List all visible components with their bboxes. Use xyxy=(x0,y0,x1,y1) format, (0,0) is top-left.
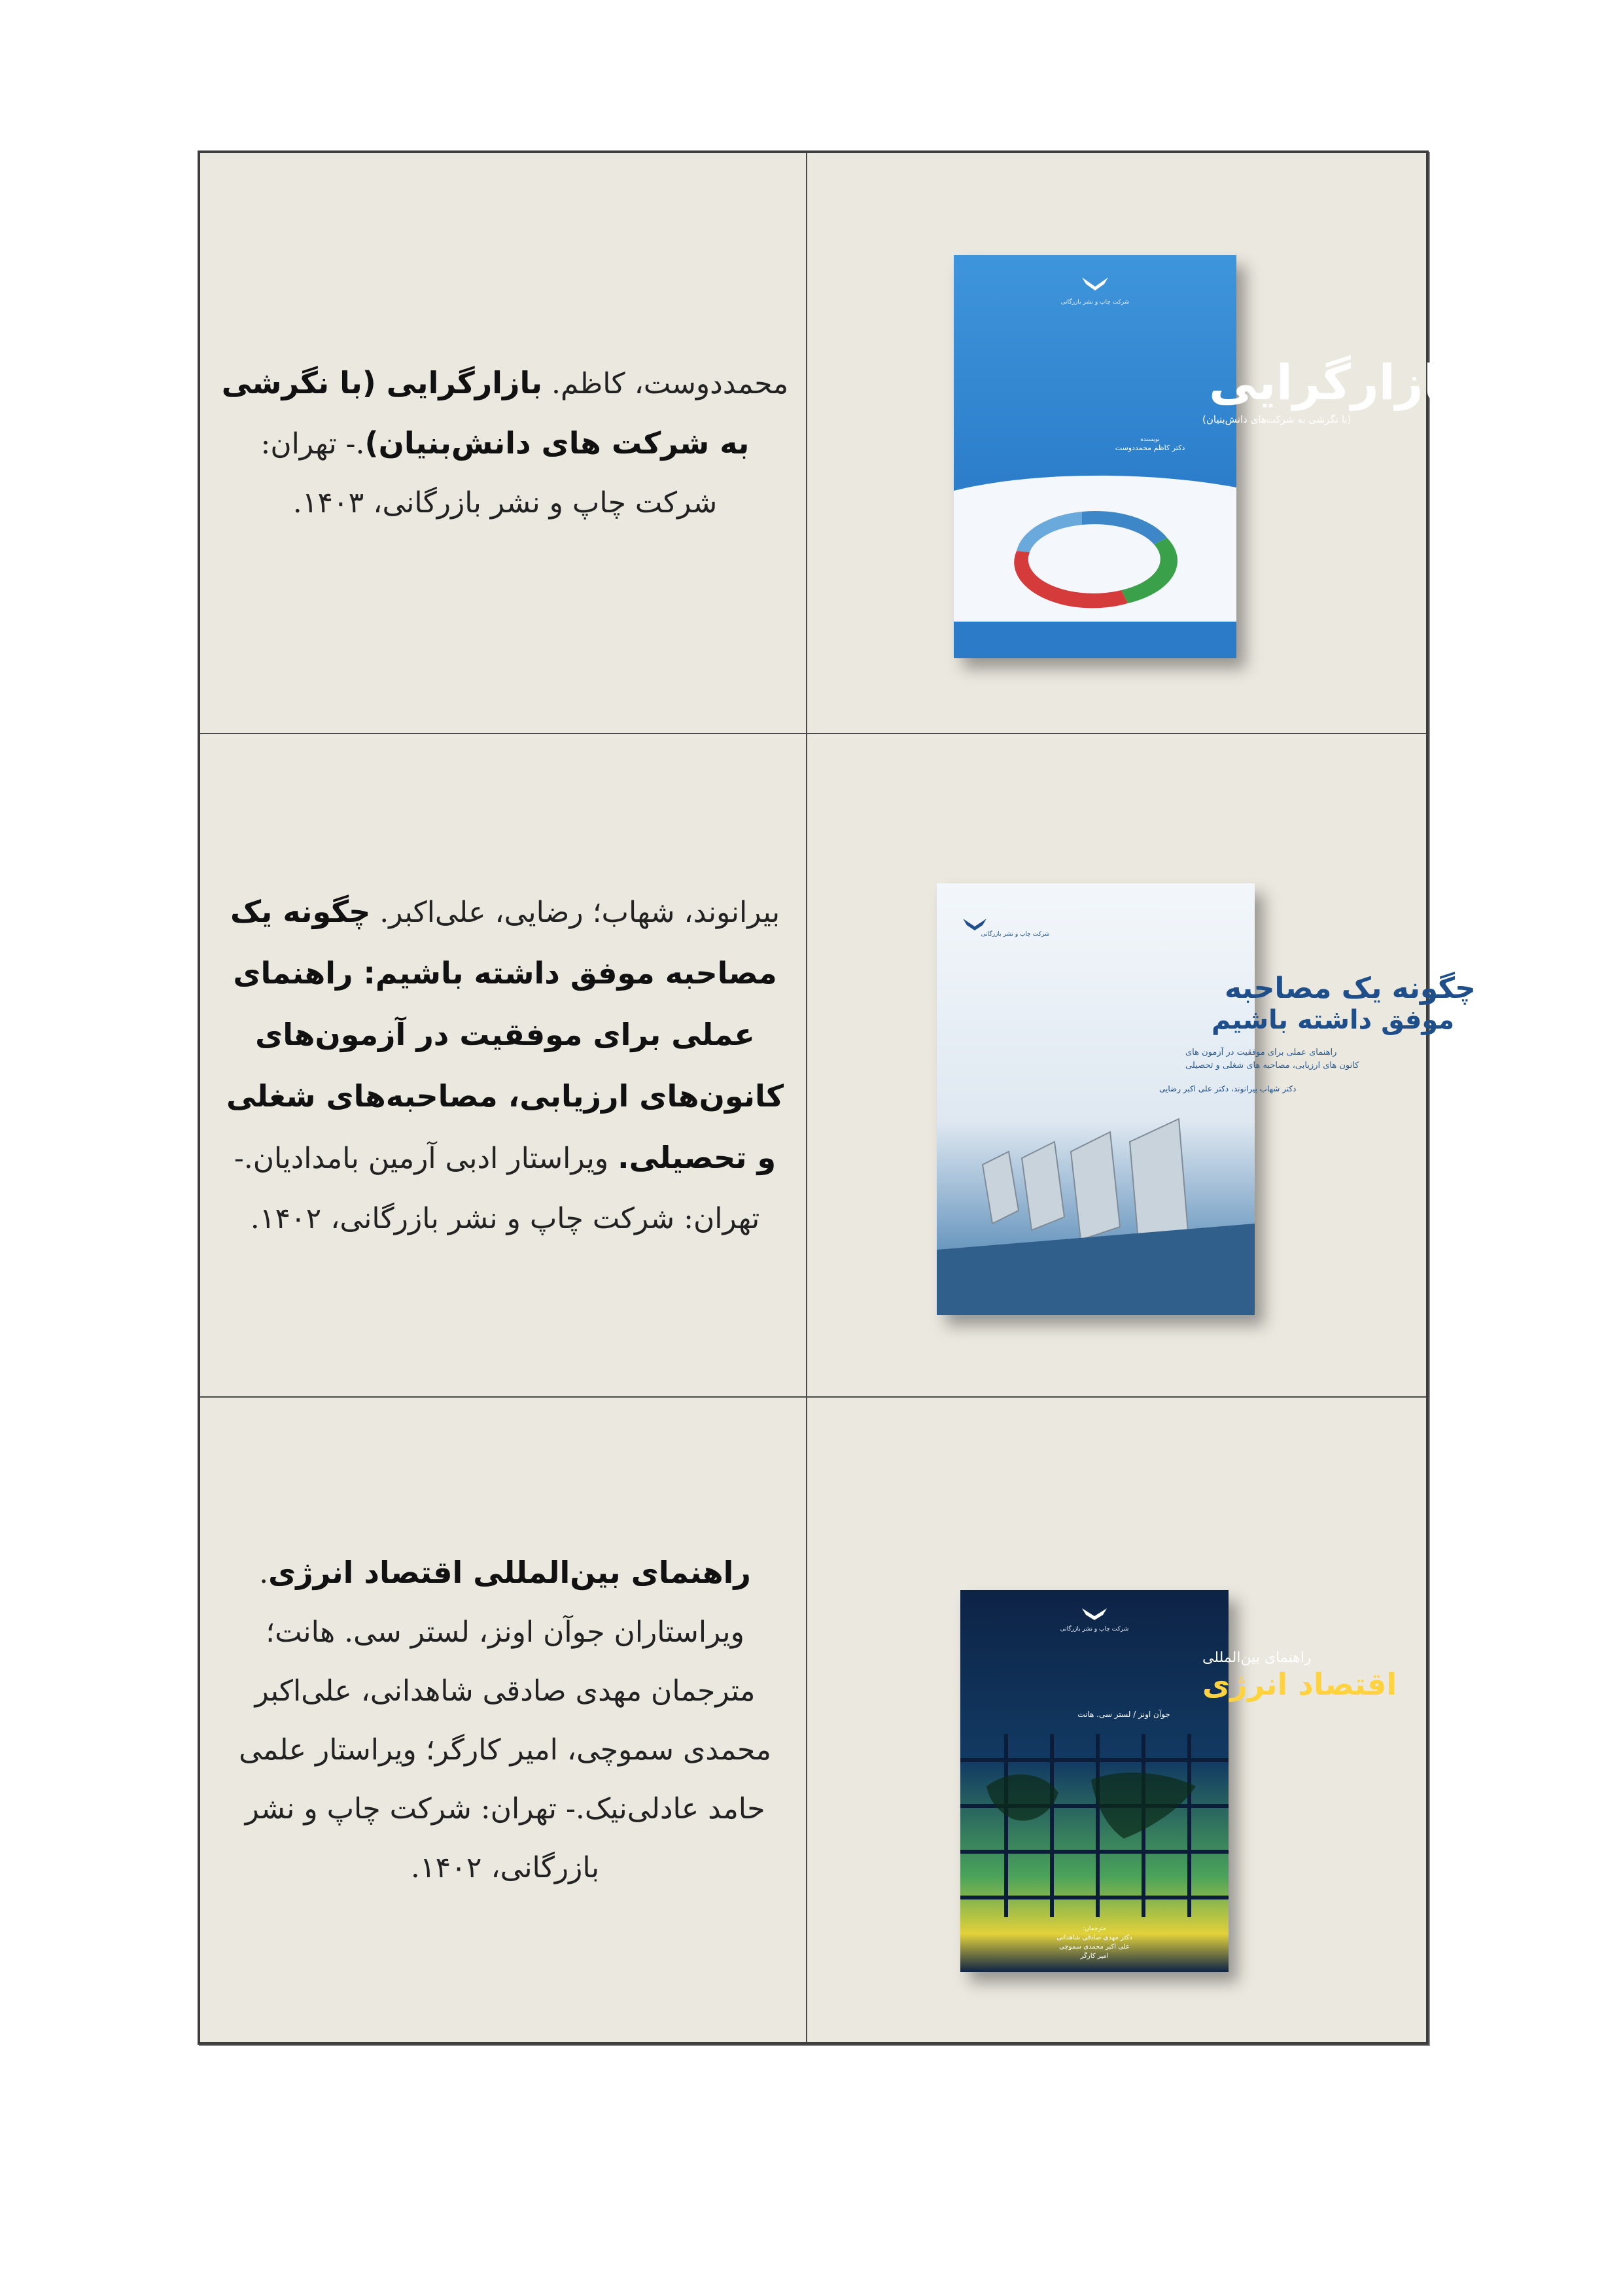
cover-editors: جوآن اونز / لستر سی. هانت xyxy=(1077,1710,1170,1719)
cover-publisher: شرکت چاپ و نشر بازرگانی xyxy=(1060,1626,1129,1633)
citation-author: بیرانوند، شهاب؛ رضایی، علی‌اکبر. xyxy=(379,896,780,929)
citation-text xyxy=(220,881,790,1249)
citation-cell xyxy=(200,1398,810,2042)
citation-text xyxy=(220,1543,790,1898)
cover-translators-role: مترجمان: xyxy=(1083,1926,1106,1932)
citation-author: محمددوست، کاظم. xyxy=(551,367,789,400)
cover-subtitle-line1: راهنمای عملی برای موفقیت در آزمون های xyxy=(1185,1048,1337,1057)
cover-subtitle-line2: کانون های ارزیابی، مصاحبه های شغلی و تحصیلی xyxy=(1185,1061,1359,1070)
cover-title-small: راهنمای بین‌المللی xyxy=(1202,1650,1312,1666)
book-cover-image xyxy=(960,1590,1397,1972)
citation-title: چگونه یک مصاحبه موفق داشته باشیم: راهنمای عملی برای موفقیت در آزمون‌های کانون‌های ارزیابی، مصاحبه‌های شغلی و تحصیلی. xyxy=(226,894,784,1175)
cover-translator-2: علی اکبر محمدی سموچی xyxy=(1059,1943,1130,1951)
citation-cell xyxy=(200,734,810,1396)
citation-imprint: .- تهران: شرکت چاپ و نشر بازرگانی، ۱۴۰۳. xyxy=(260,427,718,520)
cover-title-line2: موفق داشته باشیم xyxy=(1212,1005,1455,1035)
cover-cell xyxy=(806,734,1476,1396)
citation-text xyxy=(220,353,790,533)
citation-title: بازارگرایی (با نگرشی به شرکت های دانش‌بنیان) xyxy=(221,365,750,461)
cover-cell xyxy=(806,1398,1426,2042)
cover-publisher: شرکت چاپ و نشر بازرگانی xyxy=(981,931,1050,938)
cover-author-role: نویسنده xyxy=(1140,436,1160,443)
citation-imprint: ویراستار ادبی آرمین بامدادیان.- تهران: شرکت چاپ و نشر بازرگانی، ۱۴۰۲. xyxy=(234,1142,760,1235)
cover-author: دکتر کاظم محمددوست xyxy=(1115,444,1185,452)
citation-cell xyxy=(200,153,810,733)
cover-translator-1: دکتر مهدی صادقی شاهدانی xyxy=(1056,1934,1132,1941)
catalog-table xyxy=(198,150,1476,2045)
table-row xyxy=(200,153,1460,734)
cover-title-line1: چگونه یک مصاحبه xyxy=(1225,972,1476,1005)
cover-subtitle: (با نگرشی به شرکت‌های دانش‌بنیان) xyxy=(1202,414,1352,425)
citation-imprint: . ویراستاران جوآن اونز، لستر سی. هانت؛ مترجمان مهدی صادقی شاهدانی، علی‌اکبر محمدی سموچی، امیر کارگر؛ ویراستار علمی حامد عادلی‌نیک.- تهران: شرکت چاپ و نشر بازرگانی، ۱۴۰۲. xyxy=(239,1556,771,1884)
cover-title: بازارگرایی xyxy=(1209,355,1460,411)
cover-translator-3: امیر کارگر xyxy=(1080,1952,1109,1960)
cover-title: اقتصاد انرژی xyxy=(1202,1667,1397,1702)
cover-publisher: شرکت چاپ و نشر بازرگانی xyxy=(1060,299,1130,306)
cover-authors: دکتر شهاب بیرانوند، دکتر علی اکبر رضایی xyxy=(1159,1084,1297,1093)
table-row xyxy=(200,1398,1426,2042)
book-cover-image xyxy=(937,883,1476,1315)
book-cover-image xyxy=(954,255,1460,658)
citation-title: راهنمای بین‌المللی اقتصاد انرژی xyxy=(268,1554,751,1590)
table-row xyxy=(200,734,1476,1398)
cover-cell xyxy=(806,153,1460,733)
